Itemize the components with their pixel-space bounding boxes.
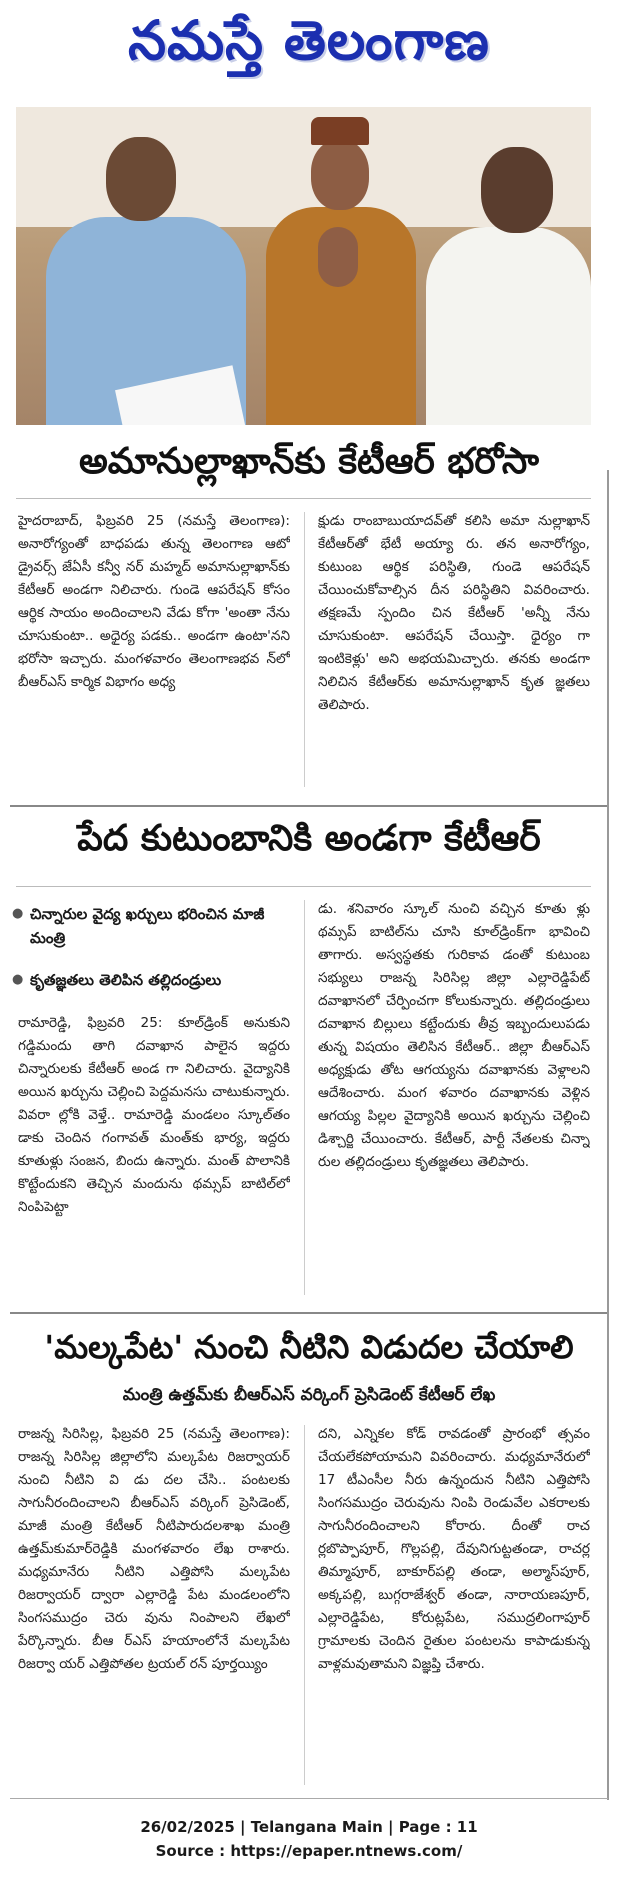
column-rule-3 <box>304 1425 305 1785</box>
page-frame-right <box>607 470 609 1800</box>
section-divider-2 <box>10 1312 608 1314</box>
story1-column-1: హైదరాబాద్, ఫిబ్రవరి 25 (నమస్తే తెలంగాణ): అనారోగ్యంతో బాధపడు తున్న తెలంగాణ ఆటో డ్రైవర్స్ జేఏసీ కన్వీ నర్ మహ్మద్ అమానుల్లాఖాన్‌కు కేటీఆర్ అండగా నిలిచారు. గుండె ఆపరేషన్ కోసం ఆర్థిక సాయం అందించాలని వేడు కోగా 'అంతా నేను చూసుకుంటా.. అధైర్య పడకు.. అండగా ఉంటా'నని భరోసా ఇచ్చారు. మంగళవారం తెలంగాణభవ న్‌లో బీఆర్ఎస్ కార్మిక విభాగం అధ్య <box>18 513 290 690</box>
news-photo <box>16 107 591 425</box>
section-divider-1 <box>10 805 608 807</box>
story3-subhead: మంత్రి ఉత్తమ్‌కు బీఆర్ఎస్ వర్కింగ్ ప్రెసిడెంట్ కేటీఆర్ లేఖ <box>122 1385 496 1405</box>
photo-person-left <box>36 127 246 425</box>
footer-source: Source : https://epaper.ntnews.com/ <box>155 1842 463 1860</box>
story1-divider <box>16 498 591 499</box>
column-rule-2 <box>304 900 305 1295</box>
masthead <box>0 0 618 92</box>
story2-column-2: డు. శనివారం స్కూల్ నుంచి వచ్చిన కూతు ళ్లు థమ్సప్ బాటిల్‌ను చూసి కూల్‌డ్రింక్‌గా భావించి తాగారు. అస్వస్థతకు గురికావ డంతో కుటుంబ సభ్యులు రాజన్న సిరిసిల్ల జిల్లా ఎల్లారెడ్డిపేట్ దవాఖానలో చేర్పించగా కోలుకున్నారు. తల్లిదండ్రులు దవాఖాన బిల్లులు కట్టేందుకు తీవ్ర ఇబ్బందులుపడు తున్న విషయం తెలిసిన కేటీఆర్.. జిల్లా బీఆర్ఎస్ అధ్యక్షుడు తోట ఆగయ్యను దవాఖానకు వెళ్లాలని ఆదేశించారు. మంగ ళవారం దవాఖానకు వెళ్లిన ఆగయ్య పిల్లల వైద్యానికి అయిన ఖర్చును చెల్లించి డిశ్చార్జి చేయించారు. కేటీఆర్, పార్టీ నేతలకు చిన్నా రుల తల్లిదండ్రులు కృతజ్ఞతలు తెలిపారు. <box>318 901 590 1170</box>
story1-column-2: క్షుడు రాంబాబుయాదవ్‌తో కలిసి అమా నుల్లాఖాన్ కేటీఆర్‌తో భేటీ అయ్యా రు. తన అనారోగ్యం, కుటుంబ ఆర్థిక పరిస్థితి, గుండె ఆపరేషన్ చేయించుకోవాల్సిన దీన పరిస్థితిని వివరించారు. తక్షణమే స్పందిం చిన కేటీఆర్ 'అన్నీ నేను చూసుకుంటా. ఆపరేషన్ చేయిస్తా. ధైర్యం గా ఇంటికెళ్లు' అని అభయమిచ్చారు. తనకు అండగా నిలిచిన కేటీఆర్‌కు అమానుల్లాఖాన్ కృత జ్ఞతలు తెలిపారు. <box>318 513 590 713</box>
story3-headline: 'మల్కపేట' నుంచి నీటిని విడుదల చేయాలి <box>44 1328 574 1366</box>
photo-person-center <box>256 112 416 425</box>
footer-date-page: 26/02/2025 | Telangana Main | Page : 11 <box>140 1818 478 1836</box>
story2-headline: పేద కుటుంబానికి అండగా కేటీఆర్ <box>77 818 541 859</box>
story3-column-1: రాజన్న సిరిసిల్ల, ఫిబ్రవరి 25 (నమస్తే తెలంగాణ): రాజన్న సిరిసిల్ల జిల్లాలోని మల్కపేట రిజర్వాయర్ నుంచి నీటిని వి డు దల చేసి.. పంటలకు సాగునీరందించాలని బీఆర్ఎస్ వర్కింగ్ ప్రెసిడెంట్, మాజీ మంత్రి కేటీఆర్ నీటిపారుదలశాఖ మంత్రి ఉత్తమ్‌కుమార్‌రెడ్డికి మంగళవారం లేఖ రాశారు. మధ్యమానేరు నీటిని ఎత్తిపోసి మల్కపేట రిజర్వాయర్ ద్వారా ఎల్లారెడ్డి పేట మండలంలోని సింగసముద్రం చెరు వును నింపాలని లేఖలో పేర్కొన్నారు. బీఆ ర్ఎస్ హయాంలోనే మల్కపేట రిజర్వా యర్ ఎత్తిపోతల ట్రయల్ రన్ పూర్తయ్యిం <box>18 1426 290 1672</box>
column-rule-1 <box>304 512 305 787</box>
story2-bullet-1: ● చిన్నారుల వైద్య ఖర్చులు భరించిన మాజీ మంత్రి <box>30 902 292 950</box>
photo-person-right <box>426 147 591 425</box>
story2-column-1: రామారెడ్డి, ఫిబ్రవరి 25: కూల్‌డ్రింక్ అనుకుని గడ్డిమందు తాగి దవాఖాన పాలైన ఇద్దరు చిన్నారులకు కేటీఆర్ అండ గా నిలిచారు. వైద్యానికి అయిన ఖర్చును చెల్లించి పెద్దమనసు చాటుకున్నారు. వివరా ల్లోకి వెళ్తే.. రామారెడ్డి మండలం స్కూల్‌తం డాకు చెందిన గంగావత్ మంత్‌కు భార్య, ఇద్దరు కూతుళ్లు సంజన, బిందు ఉన్నారు. మంత్ పొలానికి కొట్టేందుకని తెచ్చిన మందును థమ్సప్ బాటిల్‌లో నింపిపెట్టా <box>18 1015 290 1215</box>
masthead-title: నమస్తే తెలంగాణ <box>128 8 490 72</box>
story2-bullet-2: ● కృతజ్ఞతలు తెలిపిన తల్లిదండ్రులు <box>30 968 292 992</box>
story3-column-2: దని, ఎన్నికల కోడ్ రావడంతో ప్రారంభో త్సవం చేయలేకపోయామని వివరించారు. మధ్యమానేరులో 17 టీఎంసీల నీరు ఉన్నందున నీటిని ఎత్తిపోసి సింగసముద్రం చెరువును నింపి రెండువేల ఎకరాలకు సాగునీరందించాలని కోరారు. దీంతో రాచ ర్లబొప్పాపూర్, గొల్లపల్లి, దేవునిగుట్టతండా, రాచర్ల తిమ్మాపూర్, బాకూర్‌పల్లి తండా, అల్మాస్‌పూర్, అక్కపల్లి, బుగ్గరాజేశ్వర్ తండా, నారాయణపూర్, ఎల్లారెడ్డిపేట, కోరుట్లపేట, సముద్రలింగాపూర్ గ్రామాలకు చెందిన రైతుల పంటలను కాపాడుకున్న వాళ్లమవుతామని విజ్ఞప్తి చేశారు. <box>318 1426 590 1672</box>
page-frame-bottom <box>10 1798 608 1799</box>
story1-headline: అమానుల్లాఖాన్‌కు కేటీఆర్ భరోసా <box>78 441 540 482</box>
story2-divider <box>16 886 591 887</box>
